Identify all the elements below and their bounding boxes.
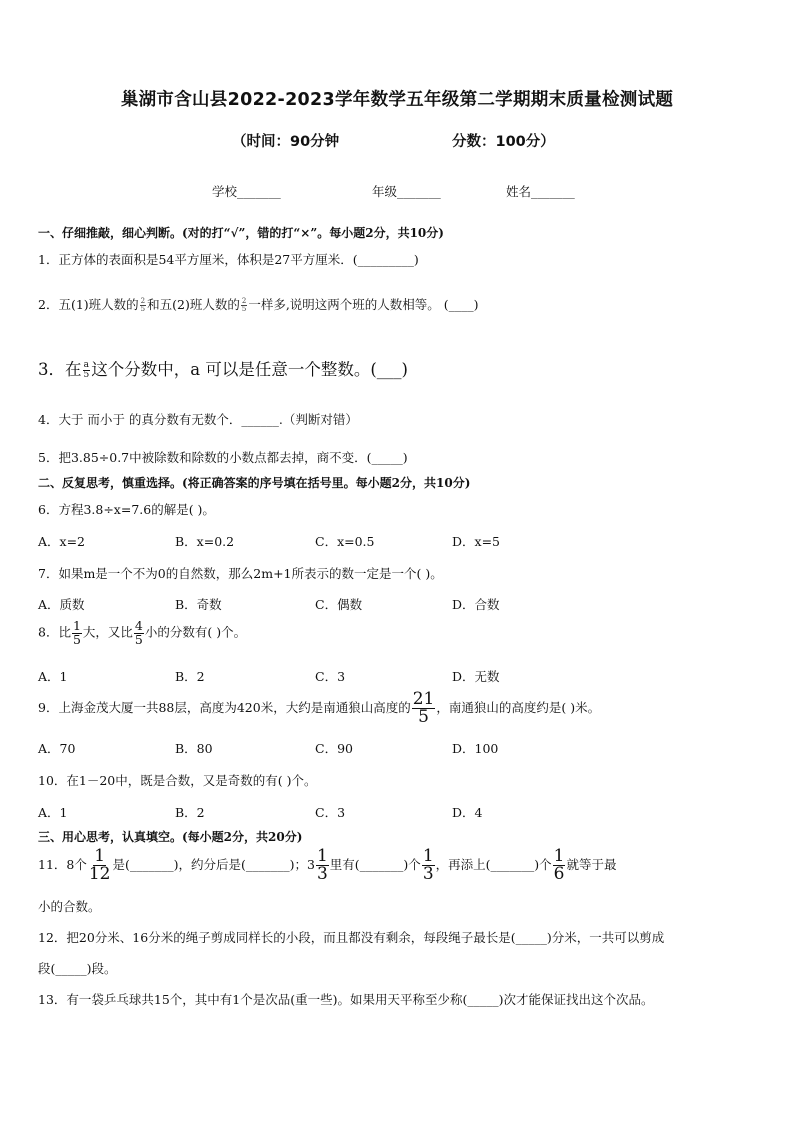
- q10-option-a: A．1: [38, 805, 68, 820]
- q6-option-d: D．x=5: [452, 534, 500, 549]
- q7-option-a: A．质数: [38, 597, 85, 612]
- question-9: 9．上海金茂大厦一共88层，高度为420米，大约是南通狼山高度的 $\frac{21}{5}$ ，南通狼山的高度约是( )米。: [38, 689, 601, 727]
- q7-option-b: B．奇数: [175, 597, 222, 612]
- exam-time: （时间：90分钟: [232, 134, 340, 150]
- q8-option-d: D．无数: [452, 669, 500, 684]
- question-7: 7．如果m是一个不为0的自然数，那么2m+1所表示的数一定是一个( )。: [38, 566, 443, 581]
- question-13: 13．有一袋乒乓球共15个，其中有1个是次品(重一些)。如果用天平称至少称(_____)次才能保证找出这个次品。: [38, 992, 654, 1007]
- question-3: 3．在 $\frac{a}{5}$ 这个分数中，a 可以是任意一个整数。(___): [38, 360, 408, 380]
- q10-option-b: B．2: [175, 805, 205, 820]
- exam-score: 分数：100分）: [452, 134, 555, 150]
- q9-option-d: D．100: [452, 741, 499, 756]
- q8-option-c: C．3: [315, 669, 346, 684]
- question-5: 5．把3.85÷0.7中被除数和除数的小数点都去掉，商不变．(_____): [38, 450, 408, 465]
- q9-option-c: C．90: [315, 741, 353, 756]
- q10-option-c: C．3: [315, 805, 346, 820]
- q6-option-b: B．x=0.2: [175, 534, 235, 549]
- grade-field: 年级_______: [372, 184, 441, 199]
- question-10: 10．在1－20中，既是合数，又是奇数的有( )个。: [38, 773, 317, 788]
- q9-option-a: A．70: [38, 741, 76, 756]
- question-2: 2．五(1)班人数的 $\frac{2}{5}$ 和五(2)班人数的 $\frac{2}{5}$ 一样多,说明这两个班的人数相等。 (____): [38, 297, 479, 313]
- section-1-heading: 一、仔细推敲，细心判断。(对的打“√”，错的打“×”。每小题2分，共10分): [38, 226, 444, 240]
- q7-option-c: C．偶数: [315, 597, 363, 612]
- section-3-heading: 三、用心思考，认真填空。(每小题2分，共20分): [38, 830, 303, 844]
- q6-option-a: A．x=2: [38, 534, 86, 549]
- q7-option-d: D．合数: [452, 597, 500, 612]
- question-4: 4．大于 而小于 的真分数有无数个．______.（判断对错）: [38, 412, 358, 427]
- page-title: 巢湖市含山县2022-2023学年数学五年级第二学期期末质量检测试题: [120, 90, 674, 110]
- q8-option-a: A．1: [38, 669, 68, 684]
- question-12-line-2: 段(_____)段。: [38, 961, 117, 976]
- q9-option-b: B．80: [175, 741, 213, 756]
- q10-option-d: D．4: [452, 805, 483, 820]
- question-6: 6．方程3.8÷x=7.6的解是( )。: [38, 502, 215, 517]
- name-field: 姓名_______: [506, 184, 575, 199]
- question-11: 11．8个 $\frac{1}{12}$ 是(_______)，约分后是(_______)；3 $\frac{1}{3}$ 里有(_______)个 $\frac{1}{3}$ ，再添上(_______)个 $\frac{1}{6}$ 就等于最: [38, 846, 617, 884]
- question-1: 1．正方体的表面积是54平方厘米，体积是27平方厘米．(_________): [38, 252, 419, 267]
- school-field: 学校_______: [212, 184, 281, 199]
- section-2-heading: 二、反复思考，慎重选择。(将正确答案的序号填在括号里。每小题2分，共10分): [38, 476, 471, 490]
- q6-option-c: C．x=0.5: [315, 534, 375, 549]
- question-11-line-2: 小的合数。: [38, 899, 101, 914]
- q8-option-b: B．2: [175, 669, 205, 684]
- question-12: 12．把20分米、16分米的绳子剪成同样长的小段，而且都没有剩余，每段绳子最长是(_____)分米，一共可以剪成: [38, 930, 665, 945]
- question-8: 8．比 $\frac{1}{5}$ 大，又比 $\frac{4}{5}$ 小的分数有( )个。: [38, 618, 247, 647]
